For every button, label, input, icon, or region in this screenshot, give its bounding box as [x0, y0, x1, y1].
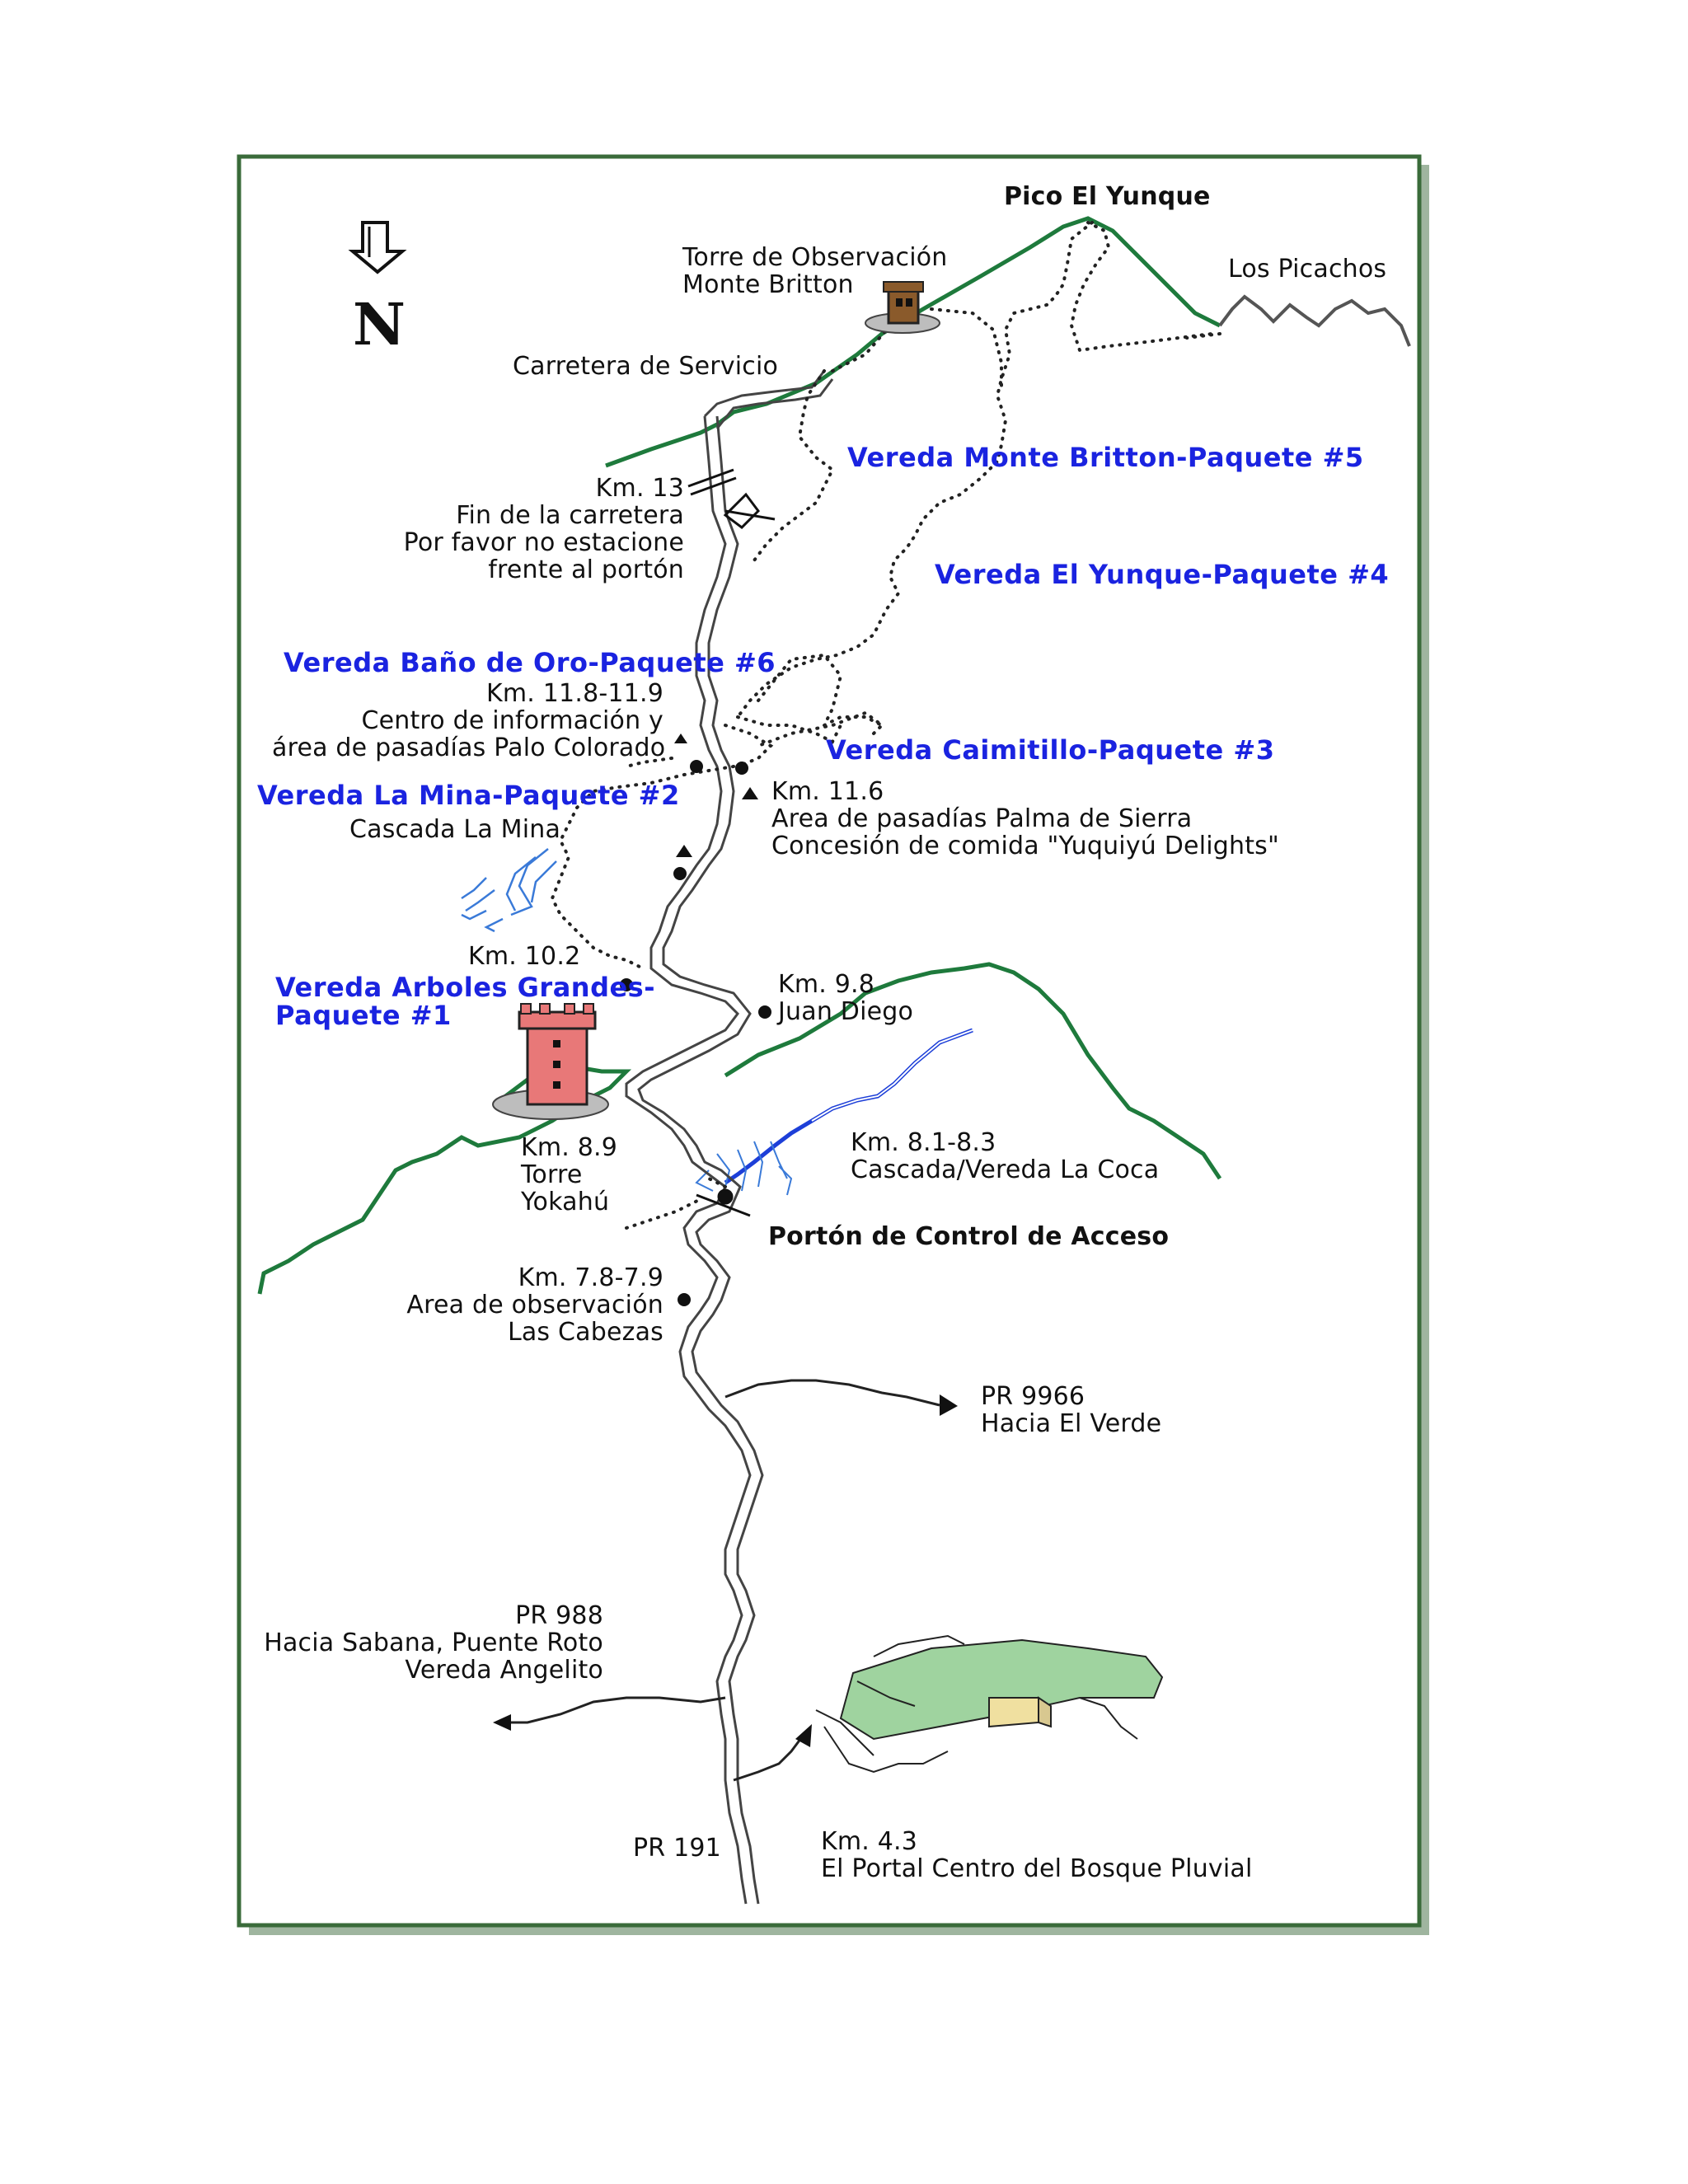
label-cascada-mina: Cascada La Mina — [349, 815, 561, 844]
label-pr988 — [264, 1602, 603, 1684]
label-km13-1: Km. 13 — [595, 474, 684, 503]
label-pr988-1: PR 988 — [515, 1601, 603, 1630]
label-km118 — [272, 679, 666, 762]
label-km43-2: El Portal Centro del Bosque Pluvial — [821, 1854, 1253, 1883]
trail-label-p1-2: Paquete #1 — [275, 1000, 452, 1031]
label-carretera-servicio: Carretera de Servicio — [513, 352, 779, 381]
label-km13-4: frente al portón — [488, 555, 684, 584]
label-los-picachos: Los Picachos — [1228, 255, 1387, 284]
marker-km78 — [678, 1293, 691, 1306]
label-km81-1: Km. 8.1-8.3 — [851, 1128, 996, 1157]
trail-label-p6: Vereda Baño de Oro-Paquete #6 — [284, 647, 776, 678]
label-pr988-2: Hacia Sabana, Puente Roto — [264, 1629, 603, 1657]
label-pr9966-1: PR 9966 — [981, 1382, 1085, 1411]
label-km13-3: Por favor no estacione — [403, 528, 684, 557]
label-km118-3: área de pasadías Palo Colorado — [272, 733, 666, 762]
label-torre-britton — [682, 244, 948, 298]
trail-label-p3: Vereda Caimitillo-Paquete #3 — [826, 734, 1275, 766]
label-km102: Km. 10.2 — [468, 942, 581, 971]
label-km78-1: Km. 7.8-7.9 — [518, 1263, 663, 1292]
label-km81-2: Cascada/Vereda La Coca — [851, 1155, 1160, 1184]
label-pr191: PR 191 — [633, 1834, 721, 1863]
trail-label-p5: Vereda Monte Britton-Paquete #5 — [847, 442, 1364, 473]
label-km98 — [778, 971, 913, 1025]
compass-north-label: N — [353, 290, 406, 359]
label-torre-britton-2: Monte Britton — [682, 270, 854, 299]
label-km118-1: Km. 11.8-11.9 — [486, 679, 663, 708]
label-km116-3: Concesión de comida "Yuquiyú Delights" — [771, 832, 1280, 860]
trail-label-p2: Vereda La Mina-Paquete #2 — [257, 780, 680, 811]
label-pr988-3: Vereda Angelito — [405, 1656, 603, 1685]
label-pico-yunque: Pico El Yunque — [1004, 182, 1211, 211]
label-km89 — [521, 1134, 617, 1216]
label-km116-1: Km. 11.6 — [771, 777, 884, 806]
label-km118-2: Centro de información y — [361, 706, 663, 735]
trail-label-p1-1: Vereda Arboles Grandes- — [275, 972, 655, 1003]
label-km116-2: Area de pasadías Palma de Sierra — [771, 804, 1193, 833]
label-km78-3: Las Cabezas — [507, 1318, 663, 1347]
label-km89-1: Km. 8.9 — [521, 1133, 618, 1162]
trail-label-p1 — [275, 973, 655, 1029]
label-km43 — [821, 1828, 1253, 1882]
marker-palo-colorado — [690, 760, 703, 773]
label-pr9966 — [981, 1383, 1161, 1437]
label-km98-2: Juan Diego — [778, 997, 914, 1026]
label-km43-1: Km. 4.3 — [821, 1827, 918, 1856]
label-pr9966-2: Hacia El Verde — [981, 1409, 1162, 1438]
label-torre-britton-1: Torre de Observación — [682, 243, 948, 272]
marker-km116 — [735, 762, 748, 775]
label-km98-1: Km. 9.8 — [778, 970, 875, 999]
label-km81 — [851, 1129, 1159, 1183]
trail-label-p4: Vereda El Yunque-Paquete #4 — [935, 559, 1390, 590]
marker-mina — [673, 867, 687, 880]
label-km13-2: Fin de la carretera — [456, 501, 684, 530]
label-km78-2: Area de observación — [406, 1291, 663, 1319]
label-porton: Portón de Control de Acceso — [768, 1222, 1170, 1251]
label-km89-2: Torre — [521, 1160, 583, 1189]
label-km89-3: Yokahú — [521, 1188, 610, 1216]
label-km116 — [771, 778, 1279, 860]
label-km13 — [387, 475, 684, 583]
label-km78 — [330, 1264, 663, 1346]
marker-km98 — [758, 1005, 771, 1019]
